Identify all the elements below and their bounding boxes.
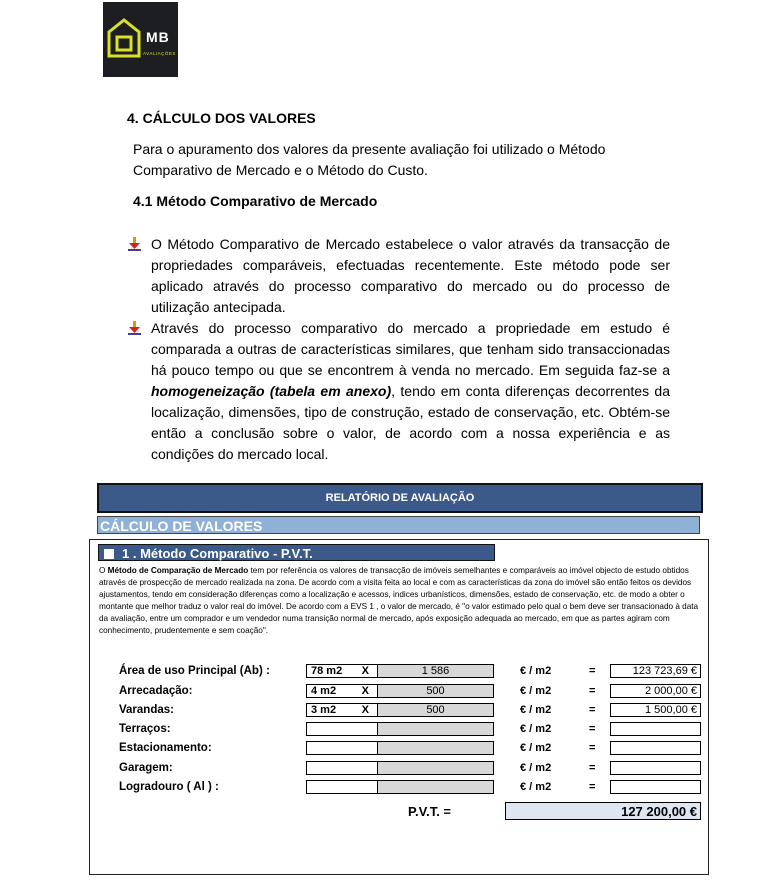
unit-price-field: 500 bbox=[377, 684, 494, 698]
quantity-field bbox=[306, 741, 378, 755]
unit-price-field bbox=[377, 722, 494, 736]
unit-label: € / m2 bbox=[520, 704, 552, 716]
row-label: Garagem: bbox=[119, 762, 173, 774]
para-bold: Método de Comparação de Mercado bbox=[107, 566, 249, 575]
intro-line-1: Para o apuramento dos valores da presente avaliação foi utilizado o Método bbox=[133, 141, 606, 157]
bullet-paragraph-1: O Método Comparativo de Mercado estabelece o valor através da transacção de propriedades comparáveis, efectuadas recentemente. Este método pode ser aplicado através do processo comparativo do mercado ou do processo de utilização antecipada. bbox=[151, 236, 670, 315]
para-prefix: O bbox=[99, 566, 108, 575]
row-label: Arrecadação: bbox=[119, 685, 193, 697]
pvt-total: 127 200,00 € bbox=[505, 802, 701, 820]
section-title: 4. CÁLCULO DOS VALORES bbox=[127, 110, 316, 126]
unit-price-field bbox=[377, 780, 494, 794]
unit-label: € / m2 bbox=[520, 685, 552, 697]
quantity-field bbox=[306, 684, 378, 698]
house-logo-icon bbox=[107, 18, 141, 58]
logo-name: MB bbox=[146, 29, 170, 45]
row-total-field bbox=[610, 780, 701, 794]
unit-price-field bbox=[377, 741, 494, 755]
method-section-title: 1 . Método Comparativo - P.V.T. bbox=[122, 546, 313, 561]
multiply-sign: X bbox=[361, 704, 369, 716]
unit-label: € / m2 bbox=[520, 762, 552, 774]
unit-label: € / m2 bbox=[520, 665, 552, 677]
row-total-field: 1 500,00 € bbox=[610, 703, 701, 717]
pvt-label: P.V.T. = bbox=[408, 804, 452, 819]
bullet-paragraph-2 bbox=[151, 318, 670, 465]
company-logo bbox=[103, 2, 178, 77]
bullet2-bold-text: homogeneização (tabela em anexo) bbox=[151, 383, 392, 399]
quantity-field bbox=[306, 722, 378, 736]
unit-price-field: 500 bbox=[377, 703, 494, 717]
equals-sign: = bbox=[589, 685, 596, 697]
unit-label: € / m2 bbox=[520, 742, 552, 754]
unit-label: € / m2 bbox=[520, 723, 552, 735]
row-label: Estacionamento: bbox=[119, 742, 212, 754]
row-label: Varandas: bbox=[119, 704, 174, 716]
equals-sign: = bbox=[589, 665, 596, 677]
quantity-field bbox=[306, 780, 378, 794]
row-total-field: 2 000,00 € bbox=[610, 684, 701, 698]
quantity-field bbox=[306, 664, 378, 678]
intro-line-2: Comparativo de Mercado e o Método do Custo. bbox=[133, 162, 428, 178]
quantity-field bbox=[306, 761, 378, 775]
unit-label: € / m2 bbox=[520, 781, 552, 793]
report-header: RELATÓRIO DE AVALIAÇÃO bbox=[97, 483, 703, 513]
quantity-value: 3 m2 bbox=[311, 704, 337, 716]
row-label: Logradouro ( Al ) : bbox=[119, 781, 219, 793]
row-label: Área de uso Principal (Ab) : bbox=[119, 665, 270, 677]
intro-paragraph bbox=[133, 139, 653, 181]
quantity-value: 4 m2 bbox=[311, 685, 337, 697]
row-total-field bbox=[610, 741, 701, 755]
row-total-field: 123 723,69 € bbox=[610, 664, 701, 678]
multiply-sign: X bbox=[361, 685, 369, 697]
method-description bbox=[99, 565, 699, 637]
bullet-arrow-icon bbox=[128, 321, 142, 335]
quantity-field bbox=[306, 703, 378, 717]
row-label: Terraços: bbox=[119, 723, 171, 735]
equals-sign: = bbox=[589, 742, 596, 754]
para-text: tem por referência os valores de transacção de imóveis semelhantes e comparáveis ao imóvel objecto de estudo obtidos através de prospecção de mercado realizada na zona. De acordo com a visita feita ao local e com as características da zona do imóvel são então feitos os devidos ajustamentos, tendo em consideração diferenças como a localização e acessos, indices urbanísticos, dimensões, estado de conservação, etc. de modo a obter o montante que melhor traduz o valor real do imóvel. De acordo com a EVS 1 , o valor de mercado, é "o valor estimado pelo qual o bem deve ser transacionado à data da avaliação, entre um comprador e um vendedor numa transição normal de mercado, após exposição adequada ao mercado, em que as partes agiram com conhecimento, prudentemente e sem coação". bbox=[99, 566, 699, 635]
equals-sign: = bbox=[589, 704, 596, 716]
report-subheader: CÁLCULO DE VALORES bbox=[97, 516, 700, 534]
checkbox-icon bbox=[104, 549, 114, 559]
unit-price-field bbox=[377, 761, 494, 775]
equals-sign: = bbox=[589, 723, 596, 735]
quantity-value: 78 m2 bbox=[311, 665, 343, 677]
bullet2-text-a: Através do processo comparativo do mercado a propriedade em estudo é comparada a outras de características similares, que tenham sido transaccionadas há pouco tempo ou que se encontrem à venda no mercado. Em seguida faz-se a bbox=[151, 320, 670, 378]
equals-sign: = bbox=[589, 762, 596, 774]
row-total-field bbox=[610, 761, 701, 775]
subsection-title: 4.1 Método Comparativo de Mercado bbox=[133, 193, 378, 209]
multiply-sign: X bbox=[361, 665, 369, 677]
logo-subtitle: AVALIAÇÕES bbox=[143, 51, 176, 56]
bullet2-text-b: , tendo em conta diferenças decorrentes da localização, dimensões, tipo de construção, estado de conservação, etc. Obtém-se então a conclusão sobre o valor, de acordo com a nossa experiência e as condições do mercado local. bbox=[151, 383, 670, 462]
equals-sign: = bbox=[589, 781, 596, 793]
row-total-field bbox=[610, 722, 701, 736]
unit-price-field: 1 586 bbox=[377, 664, 494, 678]
bullet-arrow-icon bbox=[128, 237, 142, 251]
method-section-header bbox=[98, 544, 495, 561]
